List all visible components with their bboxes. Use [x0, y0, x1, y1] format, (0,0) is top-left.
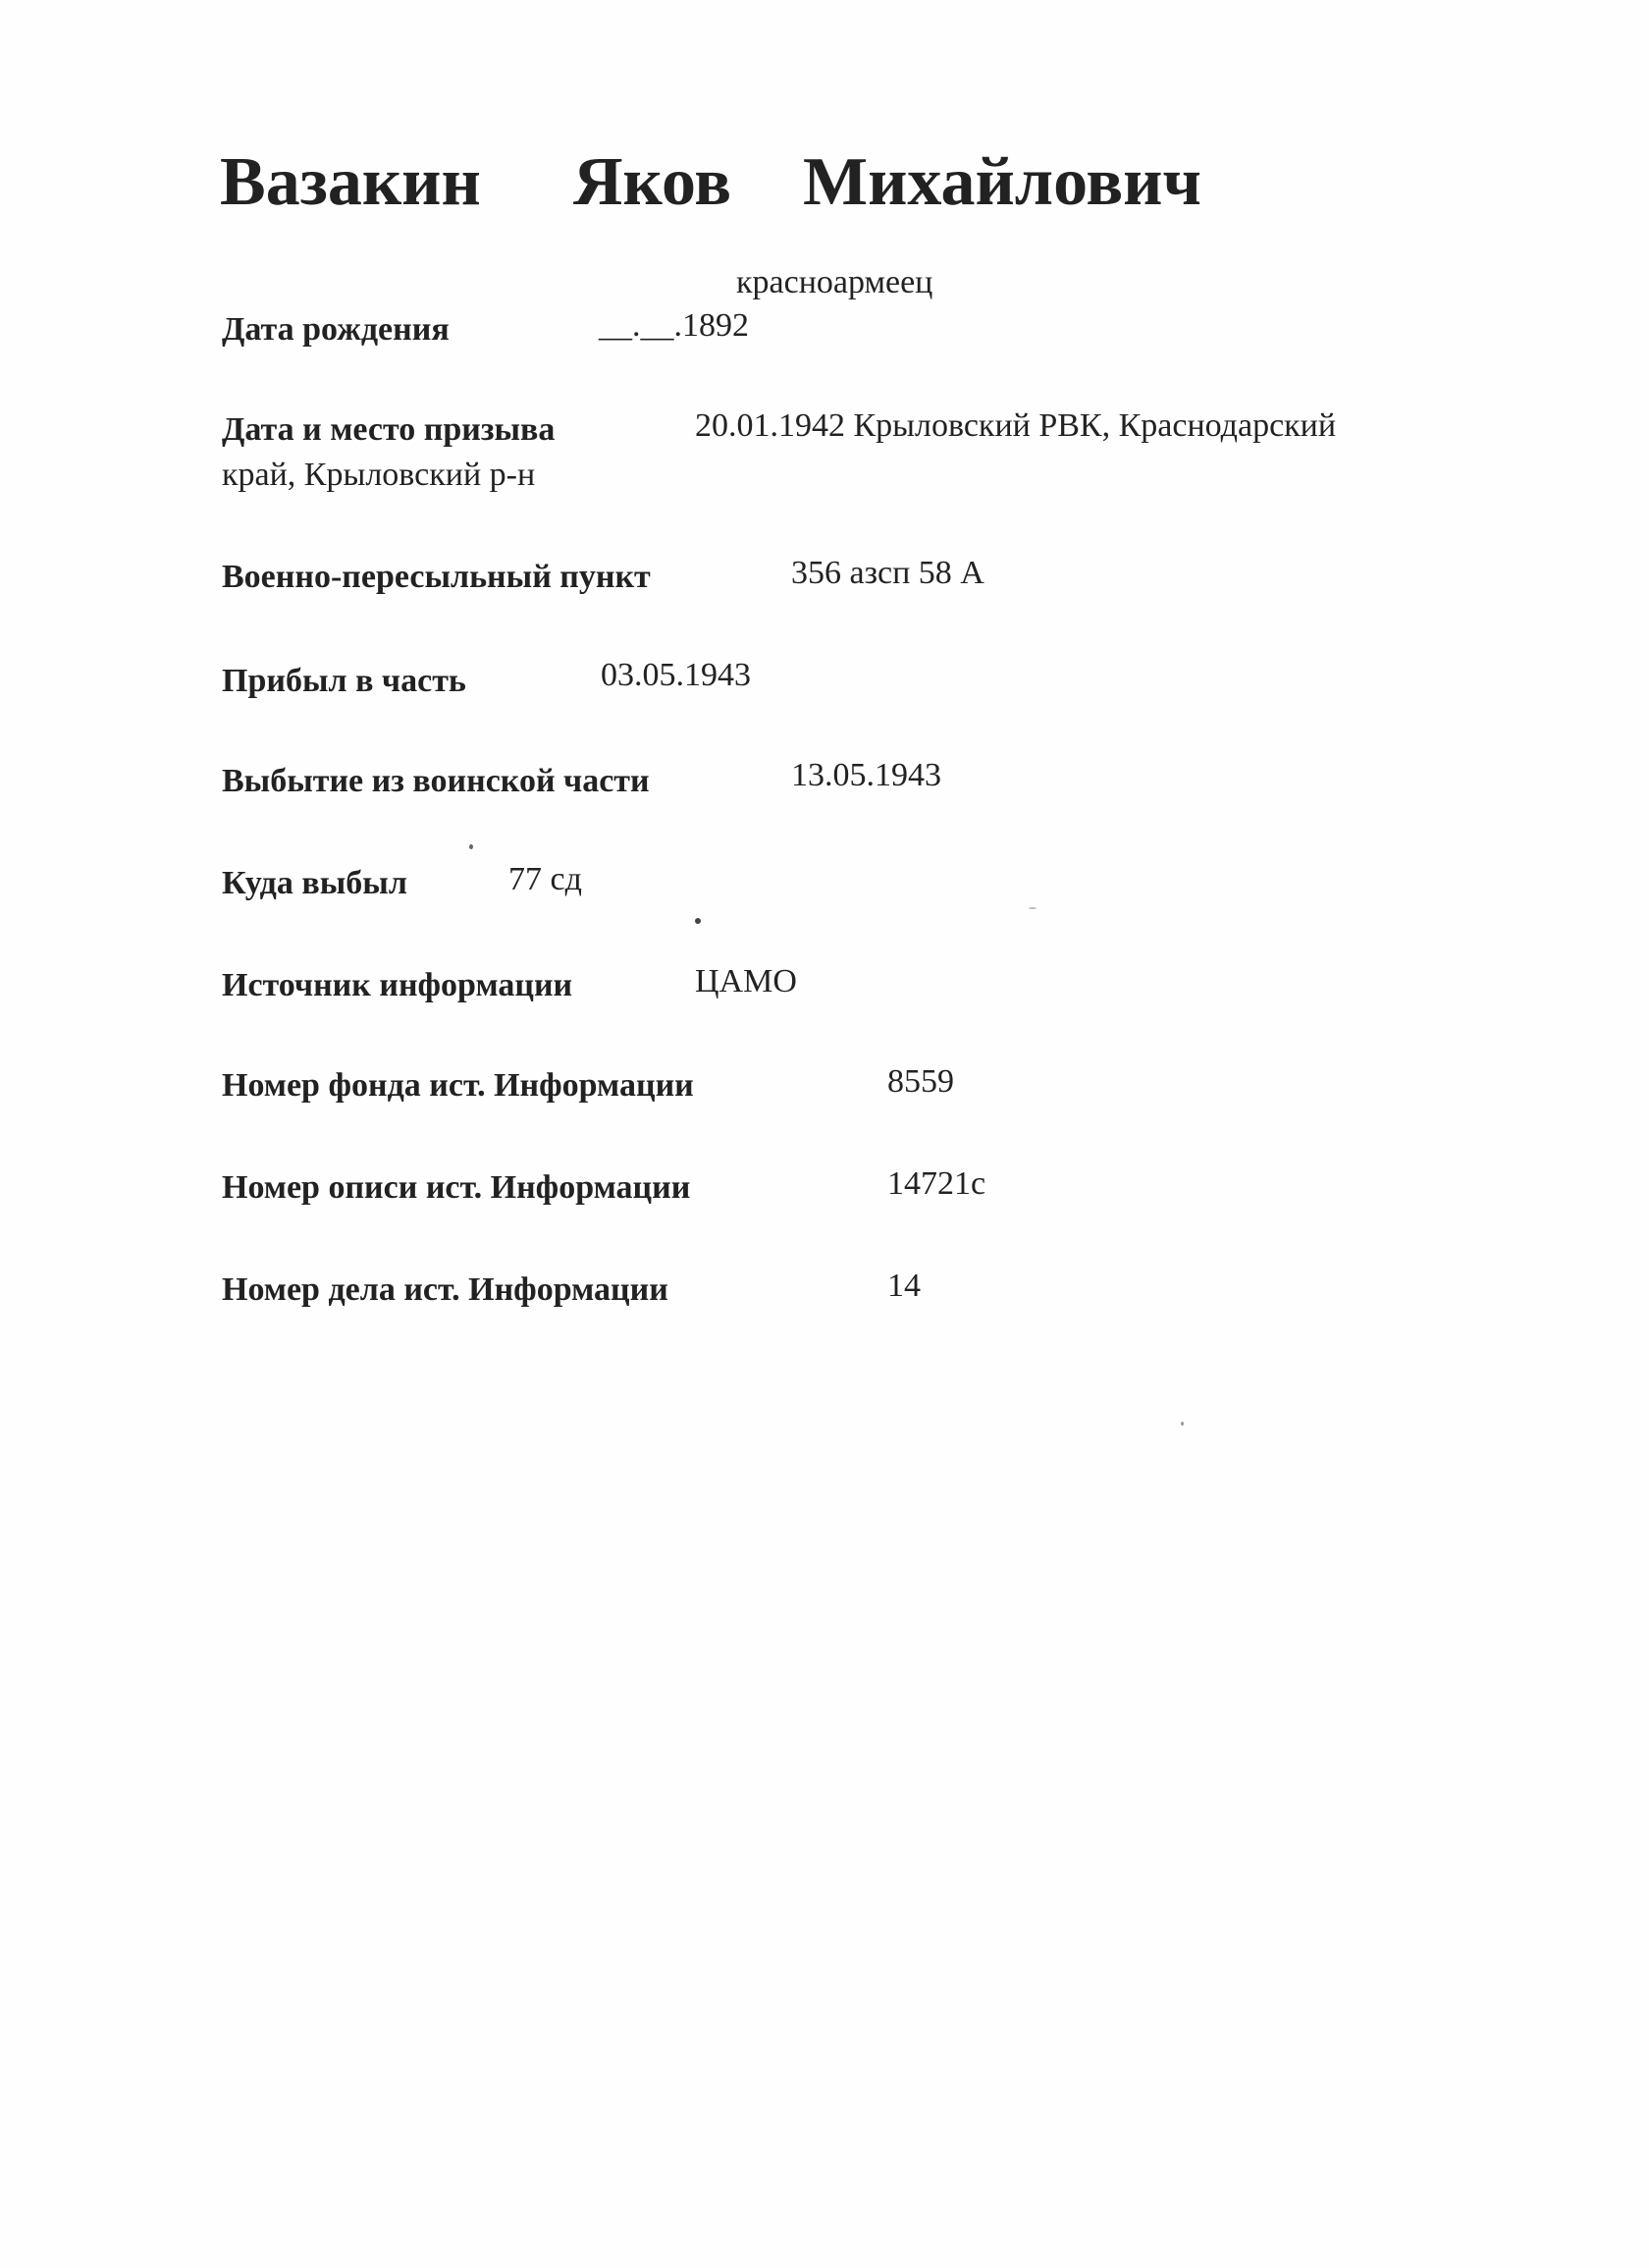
departed-unit-label: Выбытие из воинской части — [222, 763, 650, 799]
fond-number-label: Номер фонда ист. Информации — [222, 1067, 694, 1104]
delo-number-label: Номер дела ист. Информации — [222, 1271, 668, 1308]
given-name: Яков — [573, 144, 732, 220]
surname: Вазакин — [220, 144, 481, 220]
transit-point-label: Военно-пересыльный пункт — [222, 559, 651, 595]
departed-to-label: Куда выбыл — [222, 865, 407, 901]
info-source-label: Источник информации — [222, 967, 573, 1003]
birth-date-value: __.__.1892 — [599, 307, 749, 344]
conscription-value-line1: 20.01.1942 Крыловский РВК, Краснодарский — [695, 407, 1337, 444]
conscription-value-line2: край, Крыловский р-н — [222, 457, 536, 493]
transit-point-value: 356 азсп 58 А — [791, 555, 984, 591]
opis-number-label: Номер описи ист. Информации — [222, 1169, 691, 1206]
patronymic: Михайлович — [803, 144, 1201, 220]
military-rank: красноармеец — [736, 264, 933, 300]
departed-to-value: 77 сд — [508, 861, 582, 897]
scan-speck — [1181, 1422, 1184, 1426]
conscription-label: Дата и место призыва — [222, 411, 556, 448]
fond-number-value: 8559 — [887, 1063, 954, 1100]
arrived-unit-value: 03.05.1943 — [601, 657, 751, 693]
opis-number-value: 14721с — [887, 1165, 986, 1202]
birth-date-label: Дата рождения — [222, 311, 450, 348]
delo-number-value: 14 — [887, 1268, 921, 1304]
scan-speck — [1029, 907, 1037, 909]
departed-unit-value: 13.05.1943 — [791, 757, 941, 793]
scan-speck — [695, 918, 701, 924]
arrived-unit-label: Прибыл в часть — [222, 663, 466, 699]
info-source-value: ЦАМО — [695, 963, 797, 999]
scan-speck — [469, 844, 473, 849]
